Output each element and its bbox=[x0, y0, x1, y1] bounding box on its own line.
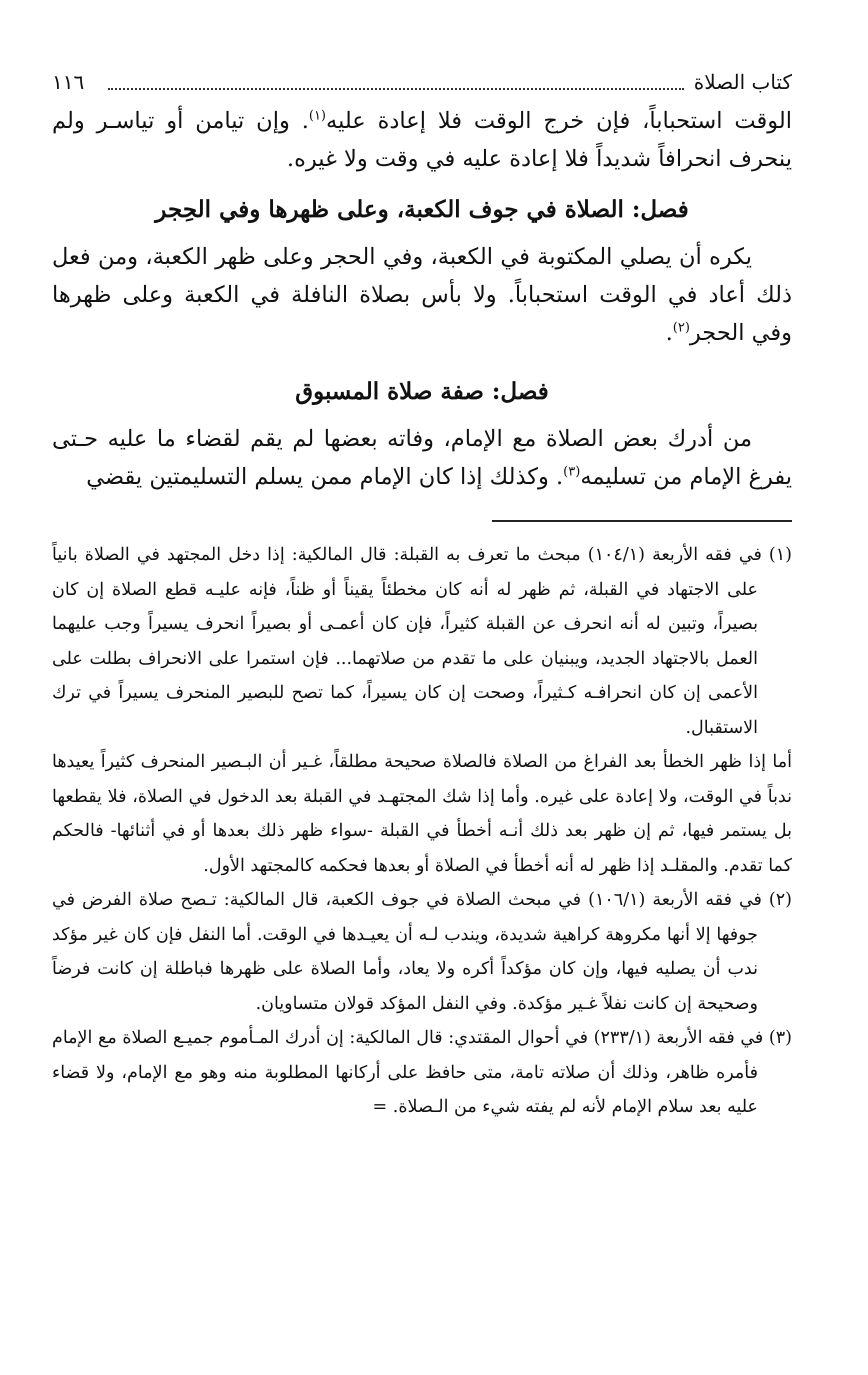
book-page bbox=[52, 62, 792, 1125]
p2-text-a: يكره أن يصلي المكتوبة في الكعبة، وفي الحجر وعلى ظهر الكعبة، ومن فعل ذلك أعاد في الوقت استحباباً. ولا بأس بصلاة النافلة في الكعبة وعلى ظهرها وفي الحجر bbox=[52, 244, 792, 346]
footnote-3: (٣) في فقه الأربعة (٢٣٣/١) في أحوال المقتدي: قال المالكية: إن أدرك المـأموم جميـع الصلاة مع الإمام فأمره ظاهر، وذلك أن صلاته تامة، متى حافظ على أركانها المطلوبة منه وهو مع الإمام، ولا قضاء عليه بعد سلام الإمام لأنه لم يفته شيء من الـصلاة. = bbox=[52, 1028, 792, 1117]
body-paragraph-3 bbox=[52, 420, 792, 496]
p3-text-b: . وكذلك إذا كان الإمام ممن يسلم التسليمتين يقضي bbox=[86, 464, 564, 490]
p1-text-b: . وإن تيامن أو تياسـر ولم ينحرف انحرافاً شديداً فلا إعادة عليه في وقت ولا غيره. bbox=[52, 108, 792, 172]
footnote-ref-3: (٣) bbox=[563, 464, 581, 480]
body-paragraph-1 bbox=[52, 102, 792, 178]
footnote-ref-1: (١) bbox=[308, 108, 326, 124]
header-dot-leader bbox=[108, 88, 684, 90]
footnote-2: (٢) في فقه الأربعة (١٠٦/١) في مبحث الصلاة في جوف الكعبة، قال المالكية: تـصح صلاة الفرض في جوفها إلا أنها مكروهة كراهية شديدة، ويندب لـه أن يعيـدها في الوقت. أما النفل فإن كان غير مؤكد ندب أن يصليه فيها، وإن كان مؤكداً أكره ولا يعاد، وأما الصلاة على ظهرها فباطلة إن كانت فرضاً وصحيحة إن كانت نفلاً غـير مؤكدة. وفي النفل المؤكد قولان متساويان. bbox=[52, 890, 792, 1014]
footnote-ref-2: (٢) bbox=[672, 320, 690, 336]
footnote-1: (١) في فقه الأربعة (١٠٤/١) مبحث ما تعرف به القبلة: قال المالكية: إذا دخل المجتهد في الصلاة بانياً على الاجتهاد في القبلة، ثم ظهر له أنه كان مخطئاً يقيناً أو ظناً، فإنه عليـه قطع الصلاة إن كان بصيراً، وتبين له أنه انحرف عن القبلة كثيراً، فإن كان أعمـى أو بصيراً انحرف يسيراً وجب عليهما العمل بالاجتهاد الجديد، ويبنيان على ما تقدم من صلاتهما... فإن استمرا على الانحراف بطلت على الأعمى إن كان انحرافـه كـثيراً، وصحت إن كان يسيراً، كما تصح للبصير المنحرف يسيراً في ترك الاستقبال. bbox=[52, 545, 792, 738]
section-heading-masbuq: فصل: صفة صلاة المسبوق bbox=[295, 378, 549, 405]
p1-text-a: الوقت استحباباً، فإن خرج الوقت فلا إعادة عليه bbox=[326, 108, 792, 134]
p3-text-a: من أدرك بعض الصلاة مع الإمام، وفاته بعضها لم يقم لقضاء ما عليه حـتى يفرغ الإمام من تسليمه bbox=[52, 426, 792, 490]
body-paragraph-2 bbox=[52, 238, 792, 352]
footnote-1-continued: أما إذا ظهر الخطأ بعد الفراغ من الصلاة فالصلاة صحيحة مطلقاً، غـير أن البـصير المنحرف كثيراً يعيدها ندباً في الوقت، ولا إعادة على غيره. وأما إذا شك المجتهـد في القبلة بعد الدخول في الصلاة، فلا يقطعها بل يستمر فيها، ثم إن ظهر بعد ذلك أنـه أخطأ في القبلة -سواء ظهر ذلك بعدها أو في أثنائها- فالحكم كما تقدم. والمقلـد إذا ظهر له أنه أخطأ في الصلاة أو بعدها فحكمه كالمجتهد الأول. bbox=[52, 752, 792, 876]
running-header bbox=[52, 62, 792, 102]
section-heading-kaaba: فصل: الصلاة في جوف الكعبة، وعلى ظهرها وفي الحِجر bbox=[155, 196, 689, 223]
p2-text-b: . bbox=[665, 320, 673, 346]
header-book-title: كتاب الصلاة bbox=[693, 70, 792, 94]
footnotes-section bbox=[52, 538, 792, 1125]
header-page-number: ١١٦ bbox=[52, 70, 85, 94]
footnote-separator bbox=[492, 520, 792, 522]
